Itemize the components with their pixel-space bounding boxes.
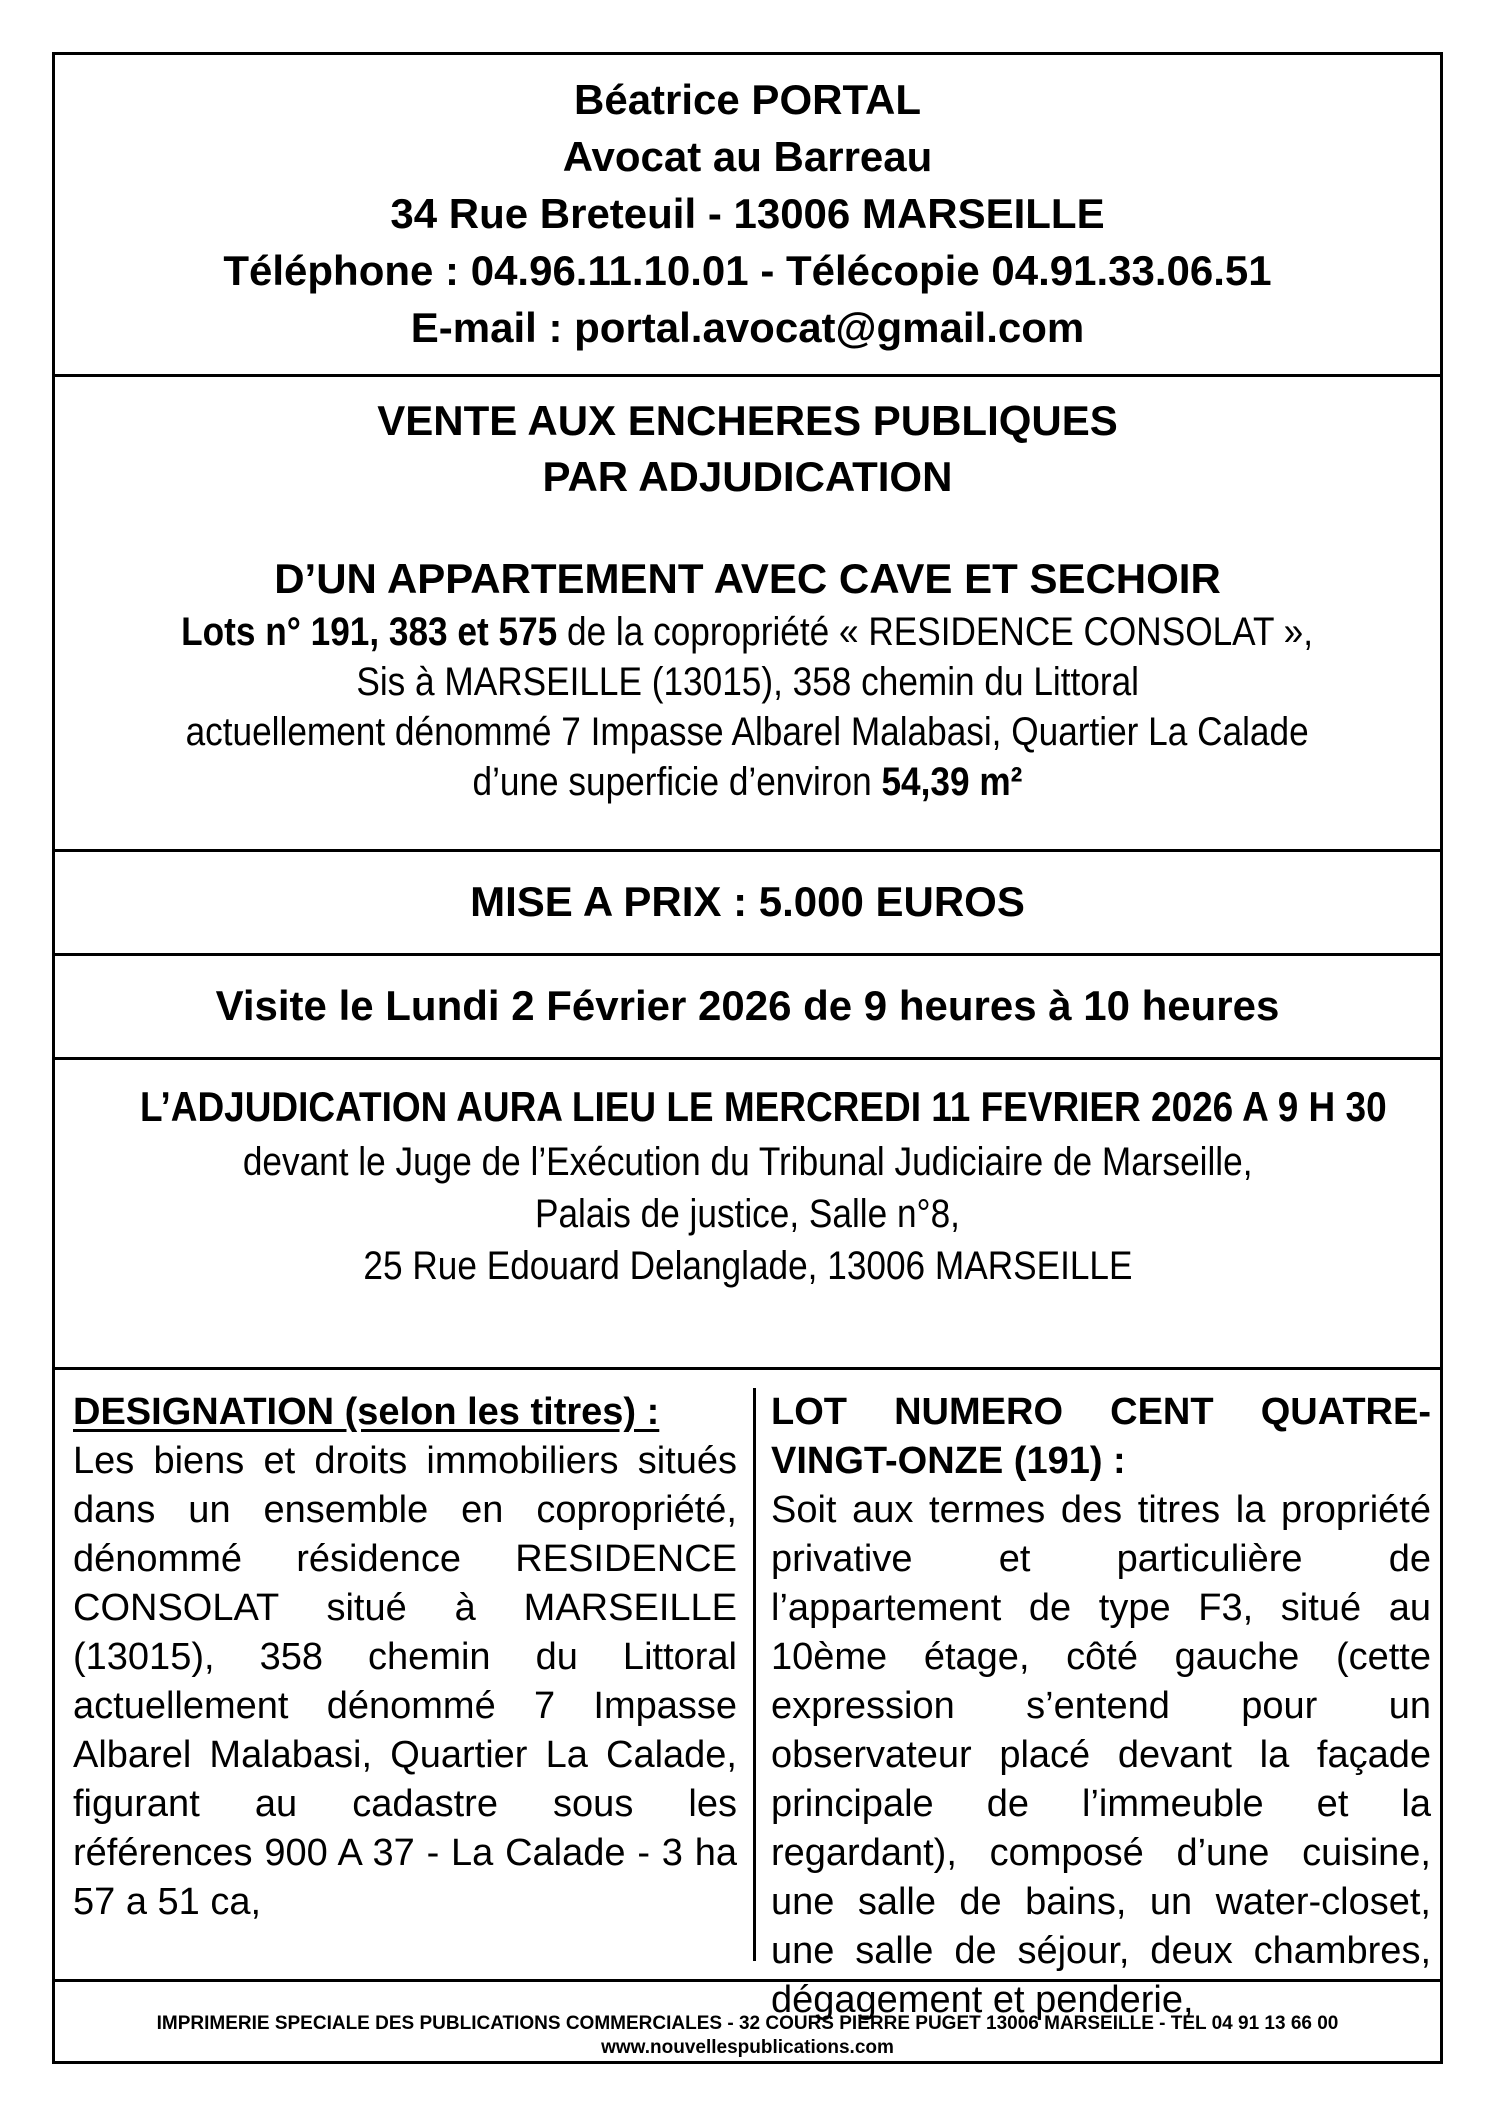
lots-numbers: Lots n° 191, 383 et 575 [181,610,558,654]
surface-value: 54,39 m² [881,760,1023,804]
lot-body: Soit aux termes des titres la propriété privative et particulière de l’appartement de type F3, situé au 10ème étage, côté gauche (cette expression s’entend pour un observateur placé devant la façade principale de l’immeuble et la regardant), composé d’une cuisine, une salle de bains, un water-closet, une salle de séjour, deux chambres, dégagement et penderie, [771,1489,1431,2021]
adjudication-address: 25 Rue Edouard Delanglade, 13006 MARSEILLE [362,1244,1133,1288]
printer-footer [55,2009,1440,2061]
adjudication-title: L’ADJUDICATION AURA LIEU LE MERCREDI 11 FEVRIER 2026 A 9 H 30 [139,1083,1387,1130]
lot-heading: LOT NUMERO CENT QUATRE-VINGT-ONZE (191) : [771,1391,1431,1482]
sale-lots [55,607,1440,657]
surface-label: d’une superficie d’environ [472,760,882,804]
sale-location-2: actuellement dénommé 7 Impasse Albarel Malabasi, Quartier La Calade [185,710,1310,754]
lawyer-phones: Téléphone : 04.96.11.10.01 - Télécopie 04.91.33.06.51 [223,247,1272,294]
designation-heading: DESIGNATION (selon les titres) : [73,1391,660,1433]
lots-copropriete: de la copropriété « RESIDENCE CONSOLAT », [557,610,1314,654]
sale-object: D’UN APPARTEMENT AVEC CAVE ET SECHOIR [274,555,1221,602]
adjudication-room: Palais de justice, Salle n°8, [535,1192,960,1236]
lot-column [771,1370,1431,2021]
sale-title-2: PAR ADJUDICATION [542,453,953,500]
printer-website: www.nouvellespublications.com [601,2037,894,2058]
price-section [55,852,1440,956]
sale-section [55,377,1440,852]
lawyer-email: E-mail : portal.avocat@gmail.com [410,304,1085,351]
lawyer-name: Béatrice PORTAL [574,76,921,123]
sale-surface [55,757,1440,807]
visit-section [55,956,1440,1060]
starting-price: MISE A PRIX : 5.000 EUROS [470,878,1025,925]
lawyer-header [55,55,1440,377]
designation-column [73,1370,737,1979]
designation-body: Les biens et droits immobiliers situés dans un ensemble en copropriété, dénommé résidence RESIDENCE CONSOLAT situé à MARSEILLE (13015), 358 chemin du Littoral actuellement dénommé 7 Impasse Albarel Malabasi, Quartier La Calade, figurant au cadastre sous les références 900 A 37 - La Calade - 3 ha 57 a 51 ca, [73,1440,737,1923]
sale-location-1: Sis à MARSEILLE (13015), 358 chemin du Littoral [356,660,1139,704]
printer-address: IMPRIMERIE SPECIALE DES PUBLICATIONS COMMERCIALES - 32 COURS PIERRE PUGET 13006 MARSEILLE - TEL 04 91 13 66 00 [156,2013,1339,2034]
sale-title-1: VENTE AUX ENCHERES PUBLIQUES [377,397,1118,444]
details-columns [55,1370,1440,2021]
notice-frame [52,52,1443,2064]
lawyer-title: Avocat au Barreau [562,133,933,180]
visit-date: Visite le Lundi 2 Février 2026 de 9 heures à 10 heures [215,982,1280,1029]
adjudication-court: devant le Juge de l’Exécution du Tribunal Judiciaire de Marseille, [242,1140,1253,1184]
lawyer-address: 34 Rue Breteuil - 13006 MARSEILLE [390,190,1105,237]
column-divider [753,1388,756,1961]
adjudication-section [55,1060,1440,1370]
